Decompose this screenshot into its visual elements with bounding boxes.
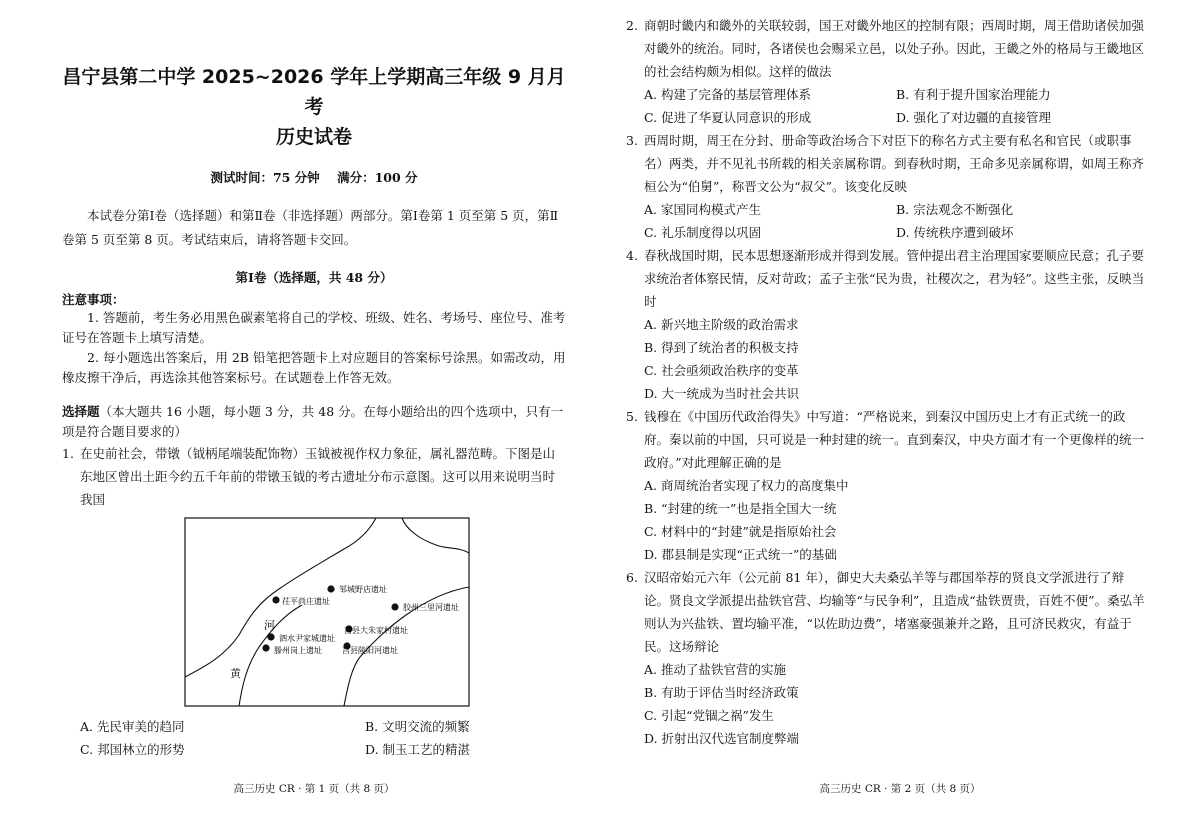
notes-heading: 注意事项：	[62, 292, 125, 307]
option-b: B. “封建的统一”也是指全国大一统	[644, 501, 837, 516]
page-footer-2: 高三历史 CR · 第 2 页（共 8 页）	[819, 783, 981, 795]
option-c: C. 礼乐制度得以巩固	[644, 225, 762, 240]
option-d: D. 强化了对边疆的直接管理	[896, 110, 1052, 125]
option-c: C. 促进了华夏认同意识的形成	[644, 110, 812, 125]
site-marker-6	[262, 644, 269, 651]
choice-section-heading	[62, 402, 566, 442]
question-1	[62, 442, 566, 511]
question-text: 在史前社会，带镦（钺柄尾端装配饰物）玉钺被视作权力象征，属礼器范畴。下图是山东地区曾出土距今约五千年前的带镦玉钺的考古遗址分布示意图。这可以用来说明当时我国	[80, 446, 556, 507]
site-label-5: 泗水尹家城遗址	[279, 634, 335, 643]
option-c: C. 材料中的“封建”就是指原始社会	[644, 524, 837, 539]
option-d: D. 折射出汉代选官制度弊端	[644, 731, 800, 746]
site-label-7: 莒县陵阳河遗址	[342, 646, 398, 655]
choice-description: （本大题共 16 小题，每小题 3 分，共 48 分。在每小题给出的四个选项中，只有一项是符合题目要求的）	[62, 404, 564, 439]
option-c: C. 邦国林立的形势	[80, 742, 185, 757]
exam-title-line2: 历史试卷	[275, 126, 352, 148]
option-b: B. 有助于评估当时经济政策	[644, 685, 799, 700]
river-label-huang: 黄	[230, 667, 241, 680]
option-b: B. 文明交流的频繁	[365, 719, 470, 734]
site-label-1: 茌平尚庄遗址	[282, 597, 330, 606]
question-number: 5.	[626, 409, 638, 424]
section-heading: 第Ⅰ卷（选择题，共 48 分）	[235, 270, 393, 285]
question-text: 汉昭帝始元六年（公元前 81 年），御史大夫桑弘羊等与郡国举荐的贤良文学派进行了辩论。贤良文学派提出盐铁官营、均输等“与民争利”，且造成“盐铁贾贵，百姓不便”。桑弘羊则认为兴盐铁、置均输平准，“以佐助边费”，堵塞豪强兼并之路，且可济民救灾，有益于民。这场辩论	[644, 570, 1145, 654]
site-marker-3	[391, 603, 398, 610]
page-footer-1: 高三历史 CR · 第 1 页（共 8 页）	[233, 783, 395, 795]
site-marker-2	[327, 585, 334, 592]
choice-label: 选择题	[62, 404, 100, 419]
question-number: 6.	[626, 570, 638, 585]
question-4	[626, 244, 1148, 313]
question-number: 4.	[626, 248, 638, 263]
question-text: 商朝时畿内和畿外的关联较弱，国王对畿外地区的控制有限；西周时期，周王借助诸侯加强对畿外的统治。同时，各诸侯也会赐采立邑，以处子孙。因此，王畿之外的格局与王畿地区的社会结构颇为相似。这样的做法	[644, 18, 1145, 79]
question-5	[626, 405, 1148, 474]
exam-title	[62, 62, 566, 152]
option-d: D. 郡县制是实现“正式统一”的基础	[644, 547, 837, 562]
map-figure	[184, 517, 470, 707]
question-3-options	[626, 198, 1148, 244]
note-1: 1. 答题前，考生务必用黑色碳素笔将自己的学校、班级、姓名、考场号、座位号、准考证号在答题卡上填写清楚。	[62, 310, 566, 345]
option-b: B. 得到了统治者的积极支持	[644, 340, 799, 355]
site-label-4: 莒县大朱家村遗址	[344, 626, 408, 635]
map-frame	[185, 518, 469, 706]
question-2-options	[626, 83, 1148, 129]
exam-intro: 本试卷分第Ⅰ卷（选择题）和第Ⅱ卷（非选择题）两部分。第Ⅰ卷第 1 页至第 5 页，第Ⅱ卷第 5 页至第 8 页。考试结束后，请将答题卡交回。	[62, 208, 559, 247]
site-marker-1	[272, 596, 279, 603]
question-text: 春秋战国时期，民本思想逐渐形成并得到发展。管仲提出君主治理国家要顺应民意；孔子要求统治者体察民情，反对苛政；孟子主张“民为贵，社稷次之，君为轻”。这些主张，反映当时	[644, 248, 1145, 309]
question-number: 1.	[62, 446, 74, 461]
question-number: 3.	[626, 133, 638, 148]
question-number: 2.	[626, 18, 638, 33]
option-a: A. 商周统治者实现了权力的高度集中	[644, 478, 849, 493]
option-d: D. 制玉工艺的精湛	[365, 742, 471, 757]
option-a: A. 构建了完备的基层管理体系	[644, 87, 811, 102]
option-b: B. 宗法观念不断强化	[896, 202, 1014, 217]
option-c: C. 引起“党锢之祸”发生	[644, 708, 774, 723]
site-marker-5	[267, 633, 274, 640]
option-a: A. 推动了盐铁官营的实施	[644, 662, 786, 677]
option-c: C. 社会亟须政治秩序的变革	[644, 363, 799, 378]
question-6-options	[626, 658, 1148, 750]
question-1-options	[62, 715, 566, 761]
river-label-he: 河	[264, 619, 275, 632]
question-5-options	[626, 474, 1148, 566]
question-3	[626, 129, 1148, 198]
site-label-2: 邹城野店遗址	[339, 585, 387, 594]
question-6	[626, 566, 1148, 658]
option-a: A. 新兴地主阶级的政治需求	[644, 317, 799, 332]
option-a: A. 先民审美的趋同	[80, 719, 185, 734]
question-text: 西周时期，周王在分封、册命等政治场合下对臣下的称名方式主要有私名和官民（或职事名）两类，并不见礼书所载的相关亲属称谓。到春秋时期，王命多见亲属称谓，如周王称齐桓公为“伯舅”，称晋文公为“叔父”。该变化反映	[644, 133, 1145, 194]
option-d: D. 传统秩序遭到破坏	[896, 225, 1014, 240]
option-b: B. 有利于提升国家治理能力	[896, 87, 1051, 102]
site-label-3: 胶州三里河遗址	[403, 603, 459, 612]
exam-meta: 测试时间：75 分钟 满分：100 分	[210, 170, 418, 185]
option-d: D. 大一统成为当时社会共识	[644, 386, 800, 401]
question-2	[626, 14, 1148, 83]
exam-title-line1: 昌宁县第二中学 2025~2026 学年上学期高三年级 9 月月考	[62, 66, 566, 118]
exam-page-2	[600, 0, 1200, 826]
archaeological-site-map	[184, 517, 470, 707]
note-2: 2. 每小题选出答案后，用 2B 铅笔把答题卡上对应题目的答案标号涂黑。如需改动，用橡皮擦干净后，再选涂其他答案标号。在试题卷上作答无效。	[62, 350, 566, 385]
option-a: A. 家国同构模式产生	[644, 202, 761, 217]
site-label-6: 滕州岗上遗址	[274, 646, 322, 655]
question-text: 钱穆在《中国历代政治得失》中写道：“严格说来，到秦汉中国历史上才有正式统一的政府。秦以前的中国，只可说是一种封建的统一。直到秦汉，中央方面才有一个更像样的统一政府。”对此理解正确的是	[644, 409, 1145, 470]
question-4-options	[626, 313, 1148, 405]
